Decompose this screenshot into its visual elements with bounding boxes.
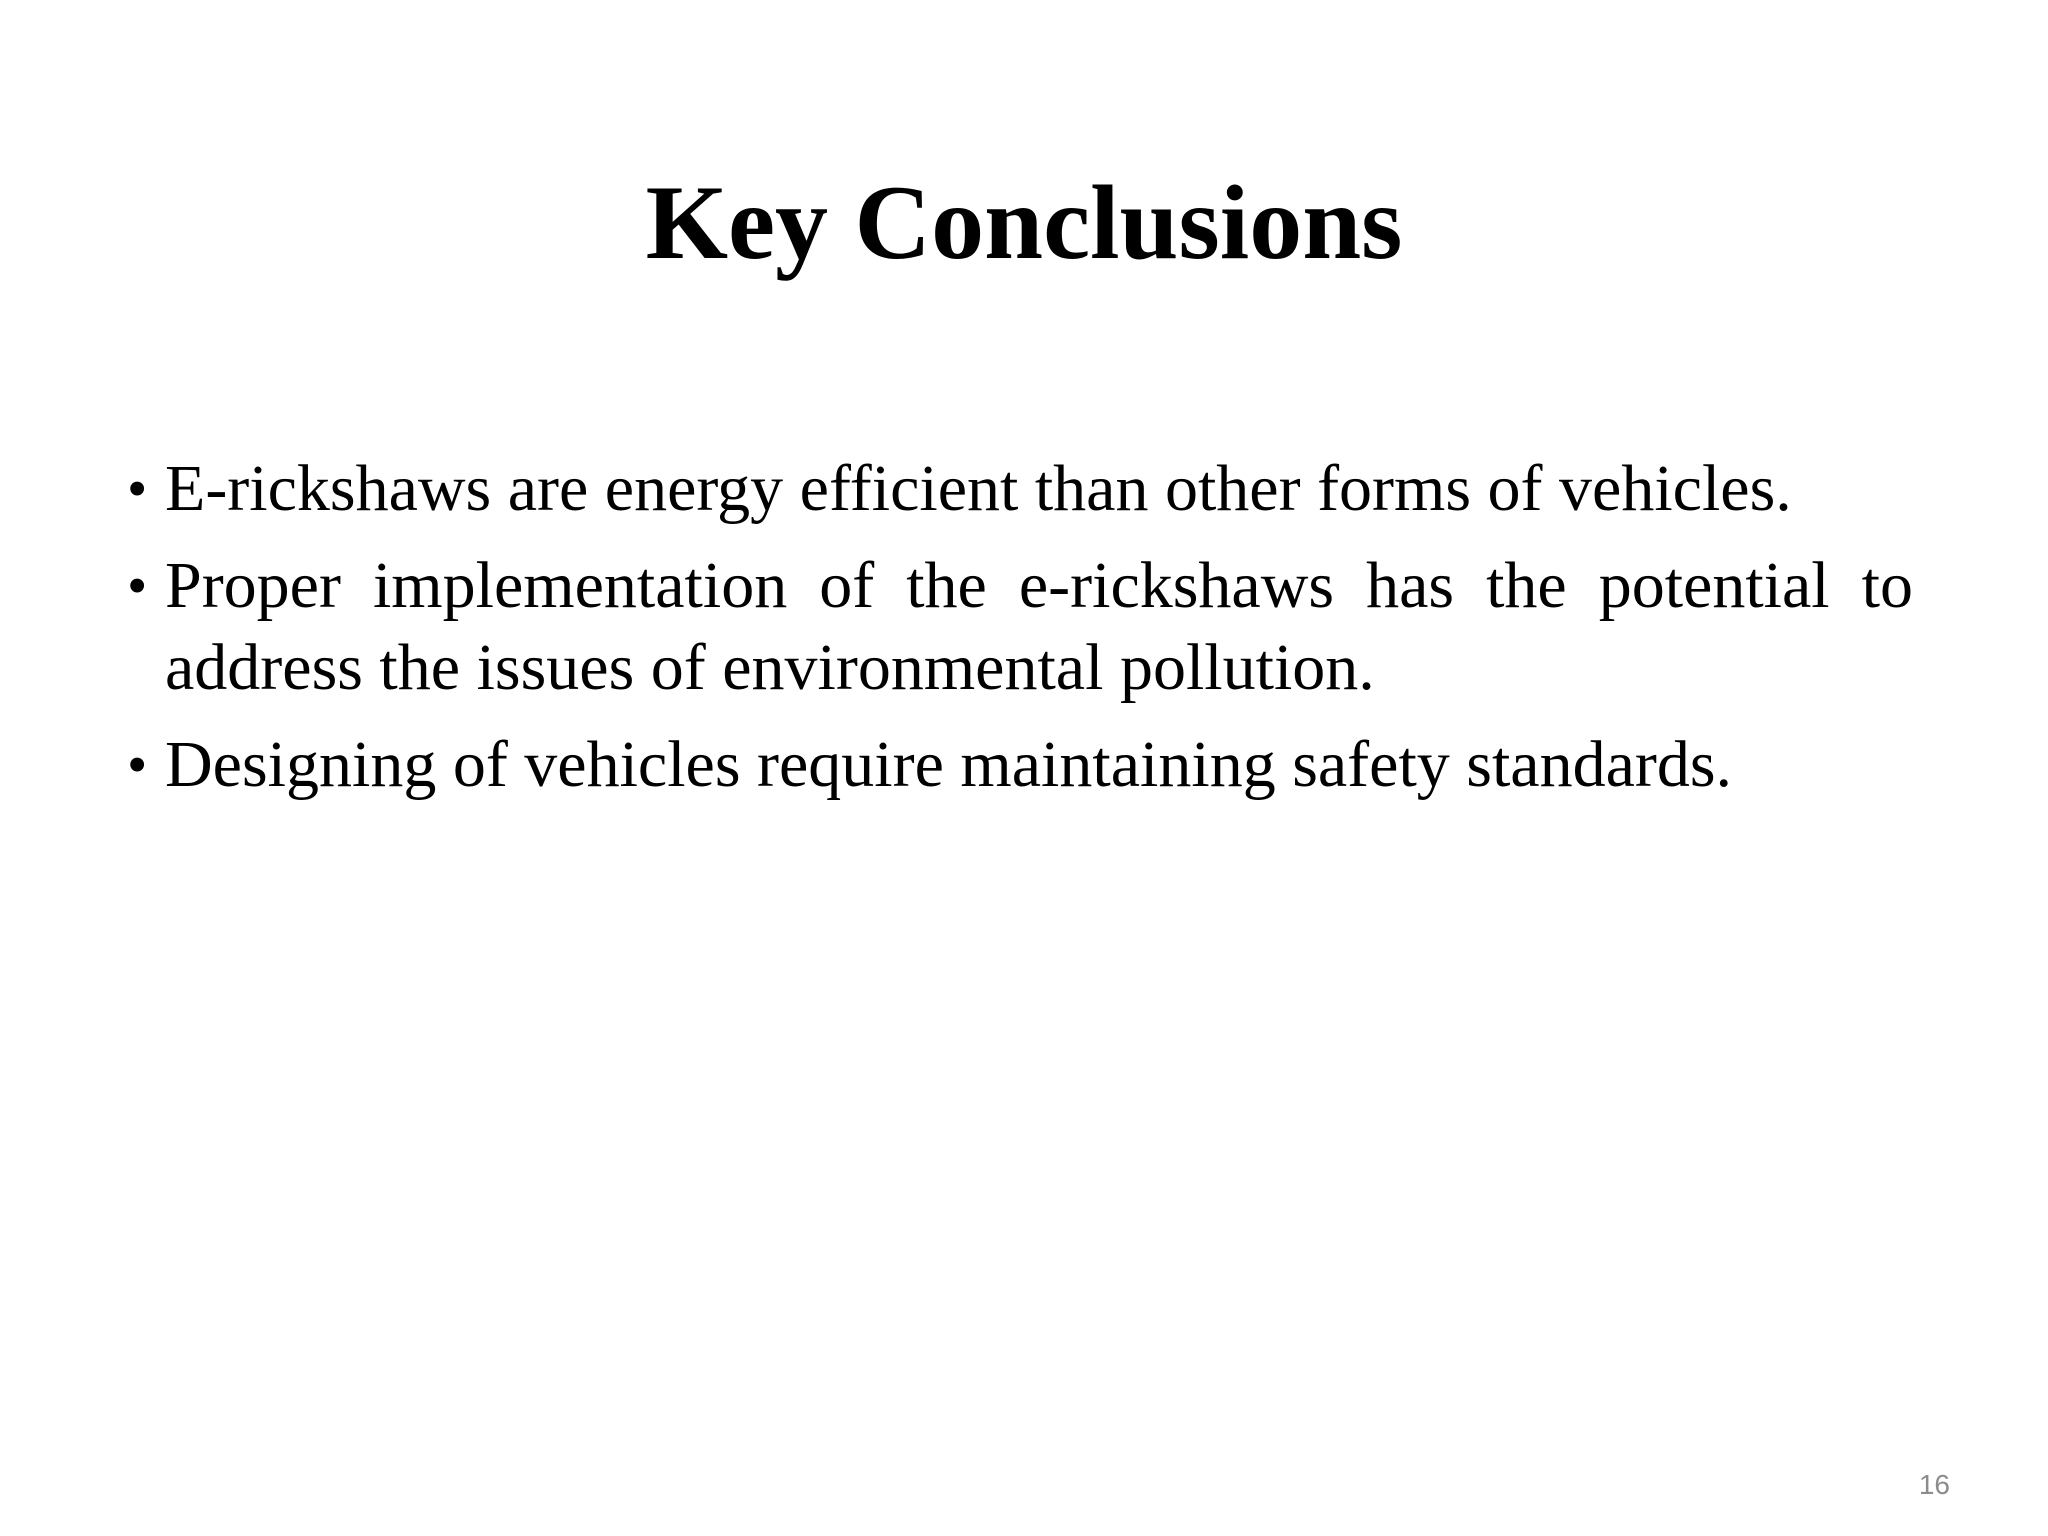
bullet-item — [127, 545, 1913, 709]
bullet-dot: • — [127, 553, 148, 618]
slide-title: Key Conclusions — [645, 164, 1403, 281]
bullet-list — [127, 448, 1913, 821]
bullet-item — [127, 448, 1913, 530]
bullet-text: Designing of vehicles require maintaining safety standards. — [165, 728, 1733, 801]
bullet-item — [127, 724, 1913, 806]
bullet-dot: • — [127, 456, 148, 521]
bullet-text: Proper implementation of the e-rickshaws has the potential to address the issues of environmental pollution. — [165, 549, 1913, 704]
bullet-text: E-rickshaws are energy efficient than other forms of vehicles. — [165, 452, 1792, 525]
slide-number: 16 — [1918, 1469, 1950, 1500]
bullet-dot: • — [127, 732, 148, 797]
